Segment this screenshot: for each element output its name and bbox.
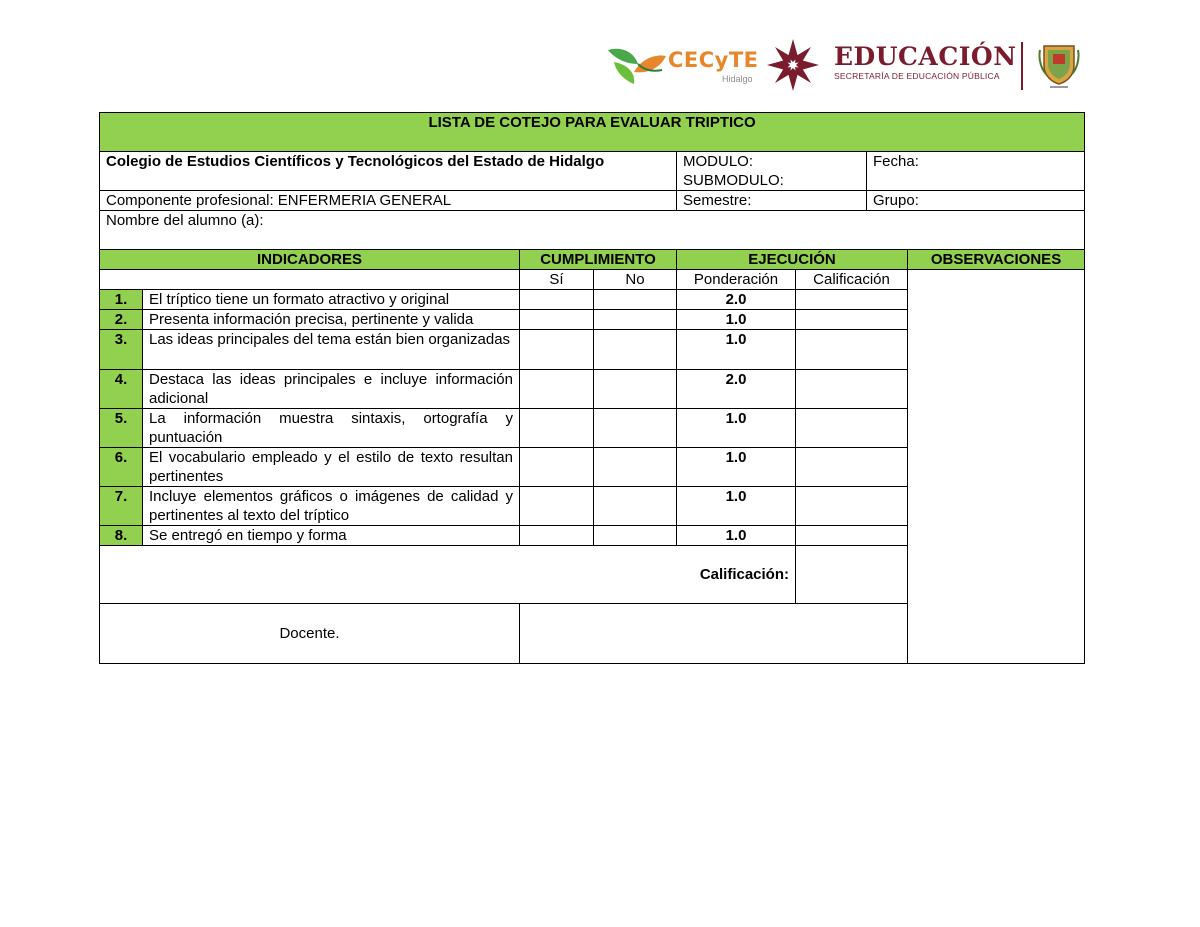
final-score-cell[interactable] — [796, 546, 908, 604]
docente-signature-cell[interactable] — [520, 604, 908, 664]
education-logo — [834, 44, 1017, 81]
col-observaciones: OBSERVACIONES — [908, 250, 1085, 270]
modulo-label: MODULO: — [683, 153, 754, 170]
score-cell[interactable] — [796, 290, 908, 310]
weight-value: 2.0 — [677, 290, 796, 310]
indicator-number: 2. — [100, 310, 143, 330]
checklist-table — [99, 112, 1085, 664]
score-cell[interactable] — [796, 370, 908, 409]
si-cell[interactable] — [520, 487, 594, 526]
componente-label: Componente profesional: ENFERMERIA GENERAL — [100, 191, 677, 211]
cecyte-name: CECyTE — [668, 48, 759, 72]
docente-label: Docente. — [100, 604, 520, 664]
final-score-label: Calificación: — [100, 546, 796, 604]
education-subtitle: SECRETARÍA DE EDUCACIÓN PÚBLICA — [834, 71, 1000, 81]
score-cell[interactable] — [796, 409, 908, 448]
cecyte-subtitle: Hidalgo — [722, 74, 753, 84]
institution-name: Colegio de Estudios Científicos y Tecnológicos del Estado de Hidalgo — [100, 152, 677, 191]
si-cell[interactable] — [520, 409, 594, 448]
indicator-text: Las ideas principales del tema están bien organizadas — [143, 330, 520, 370]
si-cell[interactable] — [520, 290, 594, 310]
indicator-text: Presenta información precisa, pertinente y valida — [143, 310, 520, 330]
score-cell[interactable] — [796, 526, 908, 546]
score-cell[interactable] — [796, 310, 908, 330]
modulo-cell[interactable] — [677, 152, 867, 191]
no-cell[interactable] — [594, 330, 677, 370]
si-cell[interactable] — [520, 448, 594, 487]
indicator-text: Destaca las ideas principales e incluye información adicional — [143, 370, 520, 409]
col-si: Sí — [520, 270, 594, 290]
score-cell[interactable] — [796, 448, 908, 487]
logo-divider — [1021, 42, 1023, 90]
weight-value: 2.0 — [677, 370, 796, 409]
indicator-number: 4. — [100, 370, 143, 409]
col-no: No — [594, 270, 677, 290]
col-ponderacion: Ponderación — [677, 270, 796, 290]
weight-value: 1.0 — [677, 310, 796, 330]
cecyte-leaf-icon — [604, 42, 668, 88]
indicator-number: 1. — [100, 290, 143, 310]
si-cell[interactable] — [520, 330, 594, 370]
education-star-icon — [766, 38, 820, 92]
indicator-number: 7. — [100, 487, 143, 526]
observaciones-cell[interactable] — [908, 270, 1085, 664]
form-title: LISTA DE COTEJO PARA EVALUAR TRIPTICO — [100, 113, 1085, 152]
fecha-label[interactable]: Fecha: — [867, 152, 1085, 191]
col-indicadores: INDICADORES — [100, 250, 520, 270]
no-cell[interactable] — [594, 310, 677, 330]
subheader-blank — [100, 270, 520, 290]
indicator-number: 3. — [100, 330, 143, 370]
no-cell[interactable] — [594, 448, 677, 487]
education-title: EDUCACIÓN — [834, 42, 1017, 71]
si-cell[interactable] — [520, 370, 594, 409]
indicator-number: 6. — [100, 448, 143, 487]
no-cell[interactable] — [594, 409, 677, 448]
hidalgo-seal-icon — [1038, 40, 1080, 90]
no-cell[interactable] — [594, 290, 677, 310]
col-ejecucion: EJECUCIÓN — [677, 250, 908, 270]
no-cell[interactable] — [594, 526, 677, 546]
weight-value: 1.0 — [677, 487, 796, 526]
cecyte-logo — [604, 42, 764, 88]
weight-value: 1.0 — [677, 330, 796, 370]
weight-value: 1.0 — [677, 526, 796, 546]
student-name-label[interactable]: Nombre del alumno (a): — [100, 211, 1085, 250]
grupo-label[interactable]: Grupo: — [867, 191, 1085, 211]
no-cell[interactable] — [594, 487, 677, 526]
col-cumplimiento: CUMPLIMIENTO — [520, 250, 677, 270]
no-cell[interactable] — [594, 370, 677, 409]
header-logos — [600, 38, 1090, 94]
semestre-label[interactable]: Semestre: — [677, 191, 867, 211]
weight-value: 1.0 — [677, 448, 796, 487]
score-cell[interactable] — [796, 487, 908, 526]
indicator-text: El vocabulario empleado y el estilo de texto resultan pertinentes — [143, 448, 520, 487]
indicator-number: 5. — [100, 409, 143, 448]
si-cell[interactable] — [520, 310, 594, 330]
indicator-text: Incluye elementos gráficos o imágenes de calidad y pertinentes al texto del tríptico — [143, 487, 520, 526]
weight-value: 1.0 — [677, 409, 796, 448]
indicator-text: Se entregó en tiempo y forma — [143, 526, 520, 546]
submodulo-label: SUBMODULO: — [683, 172, 784, 189]
score-cell[interactable] — [796, 330, 908, 370]
indicator-text: La información muestra sintaxis, ortografía y puntuación — [143, 409, 520, 448]
indicator-number: 8. — [100, 526, 143, 546]
col-calificacion: Calificación — [796, 270, 908, 290]
indicator-text: El tríptico tiene un formato atractivo y original — [143, 290, 520, 310]
si-cell[interactable] — [520, 526, 594, 546]
